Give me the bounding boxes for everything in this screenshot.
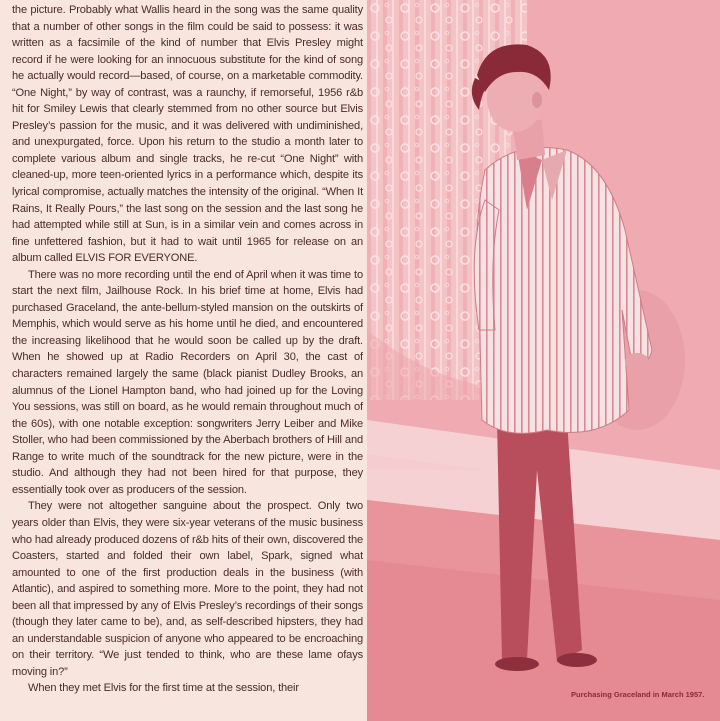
photo-illustration	[367, 0, 720, 721]
elvis-photo	[367, 0, 720, 721]
photo-caption: Purchasing Graceland in March 1957.	[571, 690, 705, 699]
article-paragraph-3: They were not altogether sanguine about the prospect. Only two years older than Elvis, they were six-year veterans of the music business who had already produced dozens of r&b hits of their own, discovered the Coasters, started and folded their own label, Spark, signed what amounted to one of the first production deals in the business (with Atlantic), and aspired to something more. More to the point, they had not been all that impressed by any of Elvis Presley’s recordings of their songs (though they later came to be), and, as self-described hipsters, they had an understandable suspicion of anyone who appeared to be encroaching on their territory. “We just tended to think, who are these lame ofays moving in?”	[12, 500, 363, 678]
article-paragraph-2: There was no more recording until the end of April when it was time to start the next film, Jailhouse Rock. In his brief time at home, Elvis had purchased Graceland, the ante-bellum-styled mansion on the outskirts of Memphis, which would serve as his home until he died, and encountered the increasing likelihood that he would soon be called up by the draft. When he showed up at Radio Recorders on April 30, the cast of characters remained largely the same (black pianist Dudley Brooks, an alumnus of the Lionel Hampton band, who had joined up for the Loving You sessions, was still on board, as he would remain throughout much of the 60s), with one notable exception: songwriters Jerry Leiber and Mike Stoller, who had been commissioned by the Aberbach brothers of Hill and Range to write much of the soundtrack for the new picture, were in the studio. And although they had not been hired for that purpose, they essentially took over as producers of the session.	[12, 268, 363, 496]
article-paragraph-1: the picture. Probably what Wallis heard in the song was the same quality that a number of other songs in the film could be said to possess: it was written as a facsimile of the kind of number that Elvis Presley might record if he were looking for an innocuous substitute for the kind of song he actually would record—based, of course, on a marketable commodity. “One Night,” by way of contrast, was a raunchy, if remorseful, 1956 r&b hit for Smiley Lewis that clearly stemmed from no other source but Elvis Presley’s passion for the music, and it was delivered with undiminished, and unexpurgated, force. Upon his return to the studio a month later to complete various album and single tracks, he re-cut “One Night” with cleaned-up, more teen-oriented lyrics in a performance which, despite its lyrical compromise, actually matches the intensity of the original. “When It Rains, It Really Pours,” the last song on the session and the last song he had attempted while still at Sun, is in a similar vein and comes across in fine unfettered fashion, but it had to wait until 1965 for release on an album called ELVIS FOR EVERYONE.	[12, 4, 363, 265]
article-paragraph-4: When they met Elvis for the first time at the session, their	[28, 682, 299, 695]
